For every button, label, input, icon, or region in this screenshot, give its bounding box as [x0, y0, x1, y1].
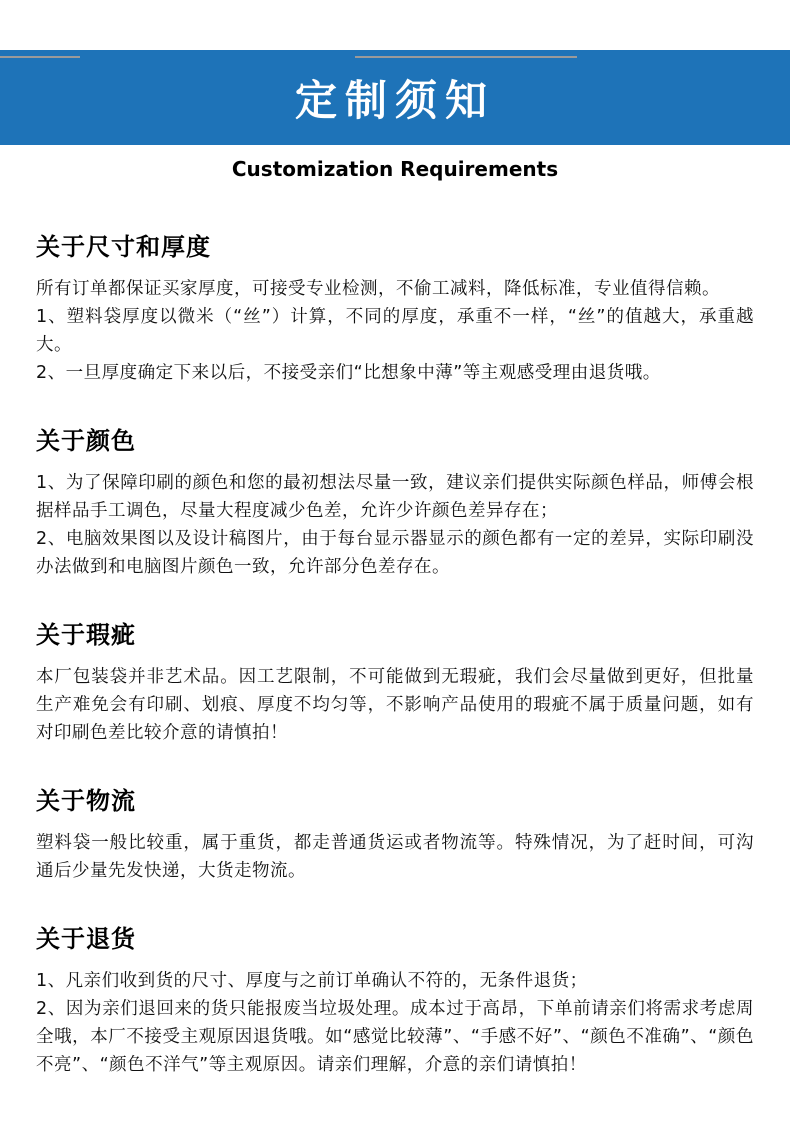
- section-paragraph: 塑料袋一般比较重，属于重货，都走普通货运或者物流等。特殊情况，为了赶时间，可沟通后少量先发快递，大货走物流。: [36, 833, 754, 881]
- section-paragraph: 所有订单都保证买家厚度，可接受专业检测，不偷工减料，降低标准，专业值得信赖。: [36, 279, 720, 299]
- section-returns: [36, 919, 754, 1079]
- section-heading: 关于退货: [36, 925, 136, 953]
- section-flaws: [36, 615, 754, 747]
- section-heading: 关于尺寸和厚度: [36, 233, 211, 261]
- section-paragraph: 1、塑料袋厚度以微米（“丝”）计算，不同的厚度，承重不一样，“丝”的值越大，承重越大。: [36, 307, 754, 355]
- section-paragraph: 1、凡亲们收到货的尺寸、厚度与之前订单确认不符的，无条件退货；: [36, 971, 588, 991]
- section-color: [36, 421, 754, 581]
- page: [0, 50, 790, 1109]
- section-heading: 关于物流: [36, 787, 136, 815]
- banner-title: 定制须知: [294, 75, 495, 125]
- section-paragraph: 1、为了保障印刷的颜色和您的最初想法尽量一致，建议亲们提供实际颜色样品，师傅会根据样品手工调色，尽量大程度减少色差，允许少许颜色差异存在；: [36, 473, 754, 521]
- section-paragraph: 2、因为亲们退回来的货只能报废当垃圾处理。成本过于高昂，下单前请亲们将需求考虑周全哦，本厂不接受主观原因退货哦。如“感觉比较薄”、“手感不好”、“颜色不准确”、“颜色不亮”、“颜色不洋气”等主观原因。请亲们理解，介意的亲们请慎拍！: [36, 999, 754, 1075]
- banner: [0, 50, 790, 145]
- section-heading: 关于颜色: [36, 427, 136, 455]
- section-paragraph: 本厂包装袋并非艺术品。因工艺限制，不可能做到无瑕疵，我们会尽量做到更好，但批量生产难免会有印刷、划痕、厚度不均匀等，不影响产品使用的瑕疵不属于质量问题，如有对印刷色差比较介意的请慎拍！: [36, 667, 754, 743]
- section-logistics: [36, 781, 754, 885]
- section-paragraph: 2、电脑效果图以及设计稿图片，由于每台显示器显示的颜色都有一定的差异，实际印刷没办法做到和电脑图片颜色一致，允许部分色差存在。: [36, 529, 754, 577]
- section-size-thickness: [36, 227, 754, 387]
- banner-subtitle: Customization Requirements: [231, 157, 559, 181]
- divider-line-middle: [355, 56, 577, 58]
- section-heading: 关于瑕疵: [36, 621, 136, 649]
- divider-line-left: [0, 56, 80, 58]
- content: [0, 227, 790, 1109]
- section-paragraph: 2、一旦厚度确定下来以后，不接受亲们“比想象中薄”等主观感受理由退货哦。: [36, 363, 661, 383]
